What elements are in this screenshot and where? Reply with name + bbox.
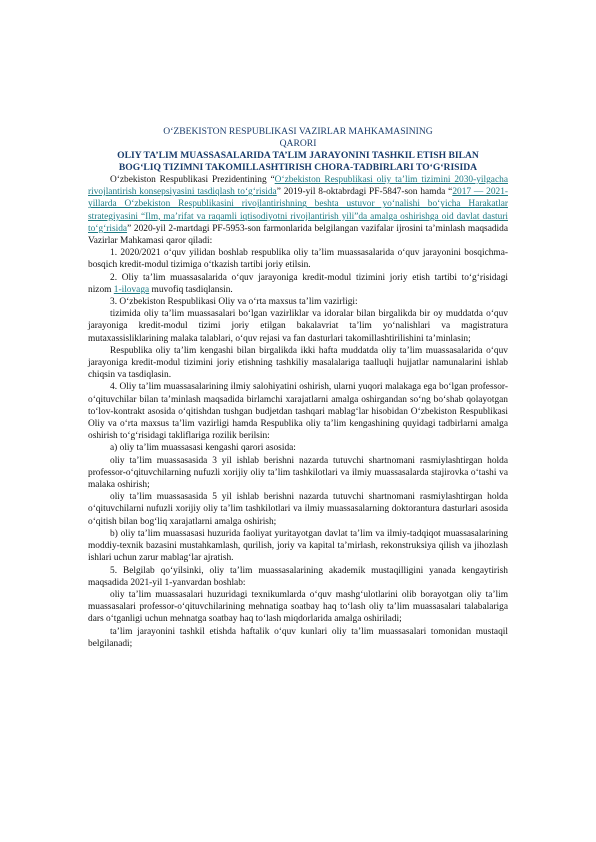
clause-3-item-2: Respublika oliy ta’lim kengashi bilan birgalikda ikki hafta muddatda oliy ta’lim muassasalarida o‘quv jarayoniga kredit-modul tizimini joriy etishning tashkiliy masalalariga taalluqli hujjatlar namunalarini ishlab chiqsin va tasdiqlasin.	[88, 345, 508, 381]
issuer-line: O‘ZBEKISTON RESPUBLIKASI VAZIRLAR MAHKAMASINING	[163, 126, 433, 137]
document-page	[88, 126, 508, 650]
annex-1-link[interactable]: 1-ilovaga	[113, 284, 150, 295]
clause-5: 5. Belgilab qo‘yilsinki, oliy ta’lim muassasalarining akademik mustaqilligini yanada kengaytirish maqsadida 2021-yil 1-yanvardan boshlab:	[88, 565, 508, 588]
decree-link-pf-5953[interactable]: 2017 — 2021-yillarda O‘zbekiston Respublikasini rivojlantirishning beshta ustuvor yo‘nalishi bo‘yicha Harakatlar strategiyasini “Ilm, ma’rifat va raqamli iqtisodiyotni rivojlantirish yili”da amalga oshirishga oid davlat dasturi to‘g‘risida	[88, 187, 509, 234]
decree-link-pf-5847[interactable]: O‘zbekiston Respublikasi oliy ta’lim tizimini 2030-yilgacha rivojlantirish konsepsiyasini tasdiqlash to‘g‘risida	[88, 175, 508, 198]
document-type: QARORI	[279, 138, 317, 149]
document-title-line-1: OLIY TA’LIM MUASSASALARIDA TA’LIM JARAYONINI TASHKIL ETISH BILAN	[117, 150, 479, 161]
clause-4-item-b: b) oliy ta’lim muassasasi huzurida faoliyat yuritayotgan davlat ta’lim va ilmiy-tadqiqot muassasalarining moddiy-texnik bazasini mustahkamlash, qurilish, joriy va kapital ta’mirlash, rekonstruksiya qilish va jihozlash ishlari uchun zarur mablag‘lar ajratish.	[88, 528, 508, 564]
preamble-paragraph	[88, 174, 508, 247]
clause-4-item-a-1: oliy ta’lim muassasasida 3 yil ishlab berishni nazarda tutuvchi shartnomani rasmiylashtirgan holda professor-o‘qituvchilarning nufuzli xorijiy oliy ta’lim tashkilotlari va ilmiy muassasalarda stajirovka o‘tashi va malaka oshirish;	[88, 455, 508, 491]
document-title-line-2: BOG‘LIQ TIZIMNI TAKOMILLASHTIRISH CHORA-TADBIRLARI TO‘G‘RISIDA	[118, 162, 478, 173]
clause-5-item-1: oliy ta’lim muassasalari huzuridagi texnikumlarda o‘quv mashg‘ulotlarini olib borayotgan oliy ta’lim muassasalari professor-o‘qituvchilarining mehnatiga soatbay haq to‘lash oliy ta’lim muassasalari talabalariga dars o‘tganligi uchun mehnatga soatbay haq to‘lash miqdorlarida amalga oshiriladi;	[88, 589, 508, 625]
preamble-text-3: ” 2020-yil 2-martdagi PF-5953-son farmonlarida belgilangan vazifalar ijrosini ta’minlash maqsadida Vazirlar Mahkamasi qaror qiladi:	[88, 223, 508, 247]
clause-5-item-2: ta’lim jarayonini tashkil etishda haftalik o‘quv kunlari oliy ta’lim muassasalari tomonidan mustaqil belgilanadi;	[88, 626, 508, 649]
clause-4: 4. Oliy ta’lim muassasalarining ilmiy salohiyatini oshirish, ularni yuqori malakaga ega bo‘lgan professor-o‘qituvchilar bilan ta’minlash maqsadida birlamchi xarajatlarni amalga oshirgandan so‘ng bo‘shab qolayotgan to‘lov-kontrakt asosida o‘qitishdan tushgan budjetdan tashqari mablag‘lar hisobidan O‘zbekiston Respublikasi Oliy va o‘rta maxsus ta’lim vazirligi hamda Respublika oliy ta’lim kengashining quyidagi tadbirlarni amalga oshirish to‘g‘risidagi takliflariga rozilik berilsin:	[88, 382, 508, 442]
clause-4-item-a: a) oliy ta’lim muassasasi kengashi qarori asosida:	[110, 443, 296, 454]
preamble-text-1: O‘zbekiston Respublikasi Prezidentining “	[110, 175, 275, 185]
clause-2-text-end: muvofiq tasdiqlansin.	[149, 284, 233, 295]
clause-2	[88, 272, 508, 296]
clause-1: 1. 2020/2021 o‘quv yilidan boshlab respublika oliy ta’lim muassasalarida o‘quv jarayonini bosqichma-bosqich kredit-modul tizimiga o‘tkazish tartibi joriy etilsin.	[88, 248, 508, 271]
clause-3: 3. O‘zbekiston Respublikasi Oliy va o‘rta maxsus ta’lim vazirligi:	[110, 297, 358, 308]
clause-2-text: 2. Oliy ta’lim muassasalarida o‘quv jarayoniga kredit-modul tizimini joriy etish tartibi to‘g‘risidagi nizom	[88, 272, 508, 295]
clause-3-item-1: tizimida oliy ta’lim muassasalari bo‘lgan vazirliklar va idoralar bilan birgalikda bir oy muddatda o‘quv jarayoniga kredit-modul tizimi joriy etilgan bakalavriat ta’lim yo‘nalishlari va magistratura mutaxassisliklarining malaka talablari, o‘quv rejasi va fan dasturlari takomillashtirilishini ta’minlasin;	[88, 309, 508, 344]
clause-4-item-a-2: oliy ta’lim muassasasida 5 yil ishlab berishni nazarda tutuvchi shartnomani rasmiylashtirgan holda o‘qituvchilarni nufuzli xorijiy oliy ta’lim tashkilotlari va ilmiy muassasalarning doktorantura dasturlari asosida o‘qitish bilan bog‘liq xarajatlarni amalga oshirish;	[88, 492, 508, 527]
preamble-text-2: ” 2019-yil 8-oktabrdagi PF-5847-son hamda “	[276, 187, 453, 198]
